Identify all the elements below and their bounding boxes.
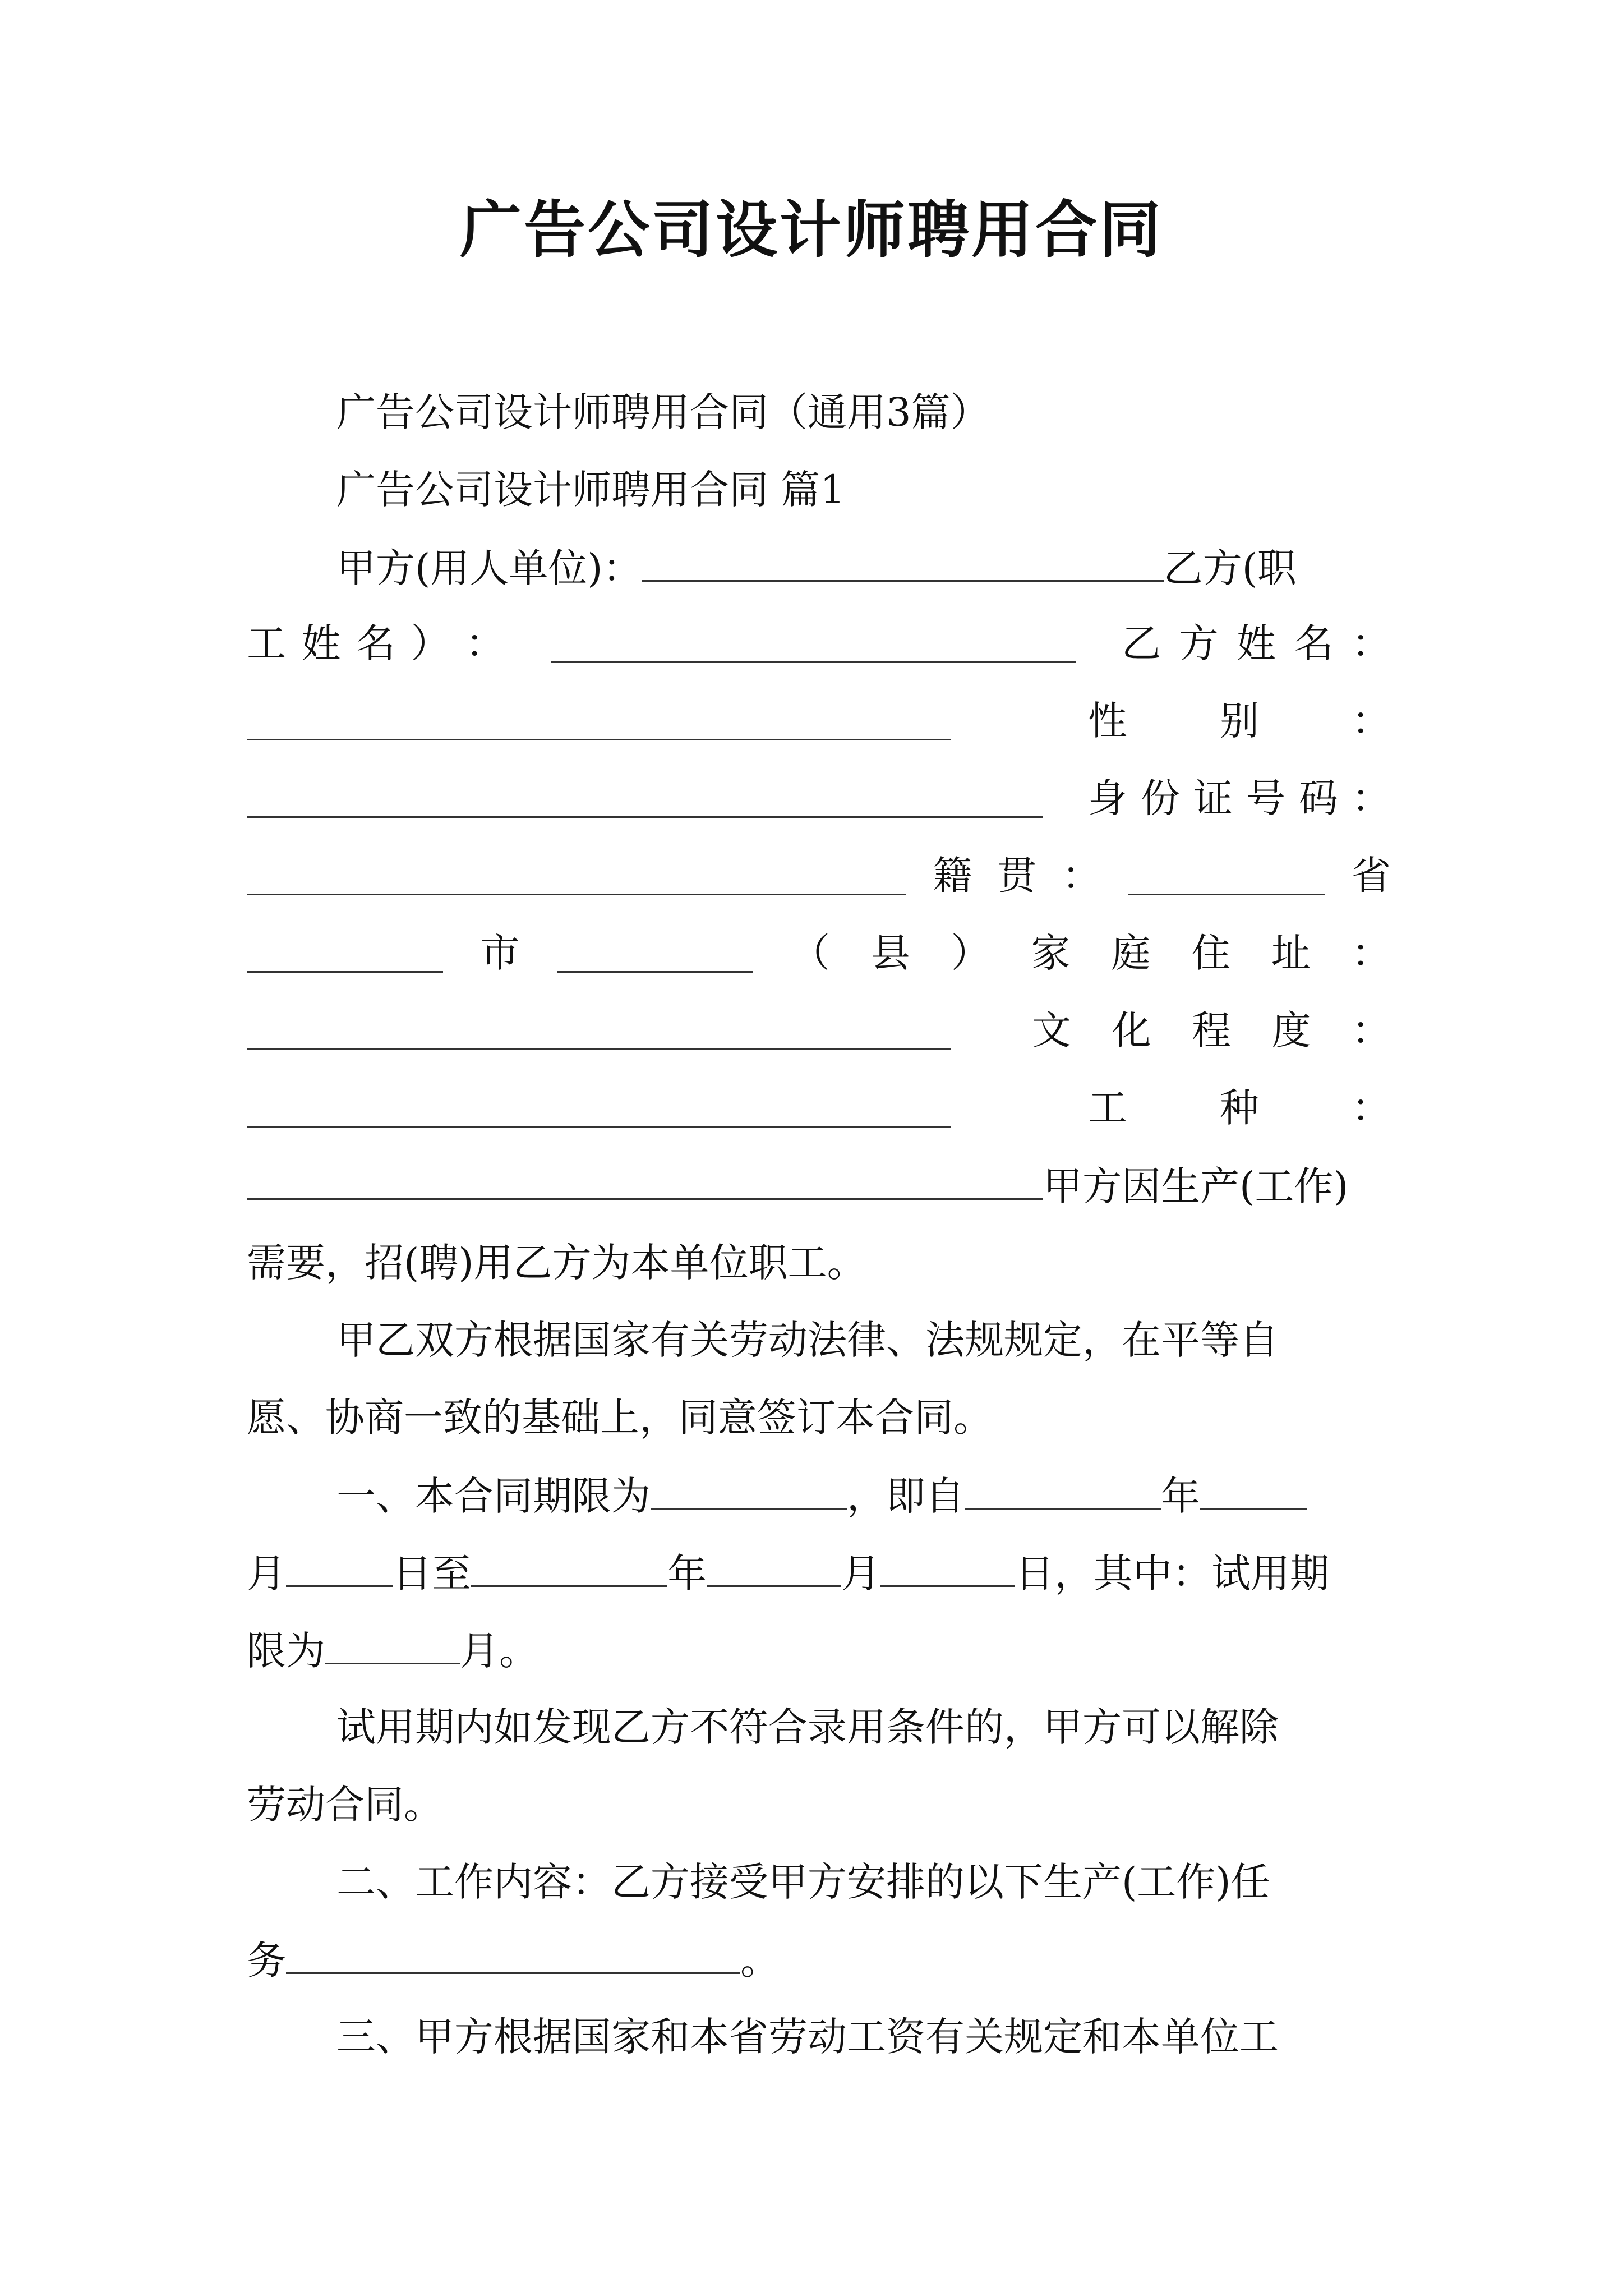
term-label: 一、本合同期限为 [336, 1473, 651, 1519]
work-content-2 [247, 1938, 1391, 1984]
gender-line [247, 698, 1391, 744]
month-label: 月 [247, 1550, 286, 1596]
term-blank [651, 1475, 847, 1510]
education-blank [247, 1093, 951, 1128]
county-blank [557, 938, 753, 973]
gender-blank [247, 784, 1043, 818]
production-text: 甲方因生产(工作) [1043, 1163, 1349, 1209]
city-label: 市 [480, 930, 520, 976]
end-day-blank [880, 1553, 1015, 1587]
probation-blank [325, 1630, 460, 1664]
worker-name-label: 工 姓 名 ） ： [247, 620, 505, 666]
period: 。 [740, 1938, 780, 1984]
task-blank [286, 1940, 740, 1974]
party-a-label: 甲方(用人单位)： [336, 545, 642, 591]
subtitle: 广告公司设计师聘用合同（通用3篇） [336, 389, 990, 435]
end-month-blank [707, 1553, 841, 1587]
probation-text-2: 劳动合同。 [247, 1782, 443, 1828]
start-year-blank [965, 1475, 1161, 1510]
name-line [247, 620, 1391, 666]
recruit-text: 需要，招(聘)用乙方为本单位职工。 [247, 1240, 866, 1286]
job-type-label: 工 种 ： [1088, 1085, 1391, 1131]
production-line [247, 1163, 1391, 1209]
section-heading: 广告公司设计师聘用合同 篇1 [336, 467, 845, 513]
party-b-name-label: 乙 方 姓 名 ： [1122, 620, 1391, 666]
task-label: 务 [247, 1938, 286, 1984]
province-label: 省 [1351, 853, 1391, 899]
year-label-2: 年 [667, 1550, 707, 1596]
start-month-blank [1200, 1475, 1307, 1510]
id-number-label: 身 份 证 号 码 ： [1088, 775, 1391, 821]
probation-limit-label: 限为 [247, 1628, 325, 1674]
education-line [247, 1007, 1391, 1053]
id-number-blank [247, 861, 906, 895]
party-a-line [336, 545, 1391, 591]
id-line [247, 775, 1391, 821]
native-place-label: 籍 贯 ： [933, 853, 1101, 899]
job-type-line [247, 1085, 1391, 1131]
term-line-2 [247, 1550, 1391, 1596]
probation-month-label: 月。 [460, 1628, 538, 1674]
party-a-blank [642, 547, 1164, 582]
address-line [247, 930, 1391, 976]
start-day-blank [286, 1553, 393, 1587]
city-blank [247, 938, 443, 973]
to-label: 日至 [393, 1550, 471, 1596]
probation-text-1: 试用期内如发现乙方不符合录用条件的，甲方可以解除 [336, 1704, 1279, 1750]
native-place-line [247, 853, 1391, 899]
gender-label: 性 别 ： [1088, 698, 1391, 744]
address-blank [247, 1016, 951, 1050]
name-blank [247, 706, 951, 740]
worker-name-blank [551, 629, 1076, 663]
address-label: （ 县 ） 家 庭 住 址 ： [790, 930, 1391, 976]
agreement-text-1: 甲乙双方根据国家有关劳动法律、法规规定，在平等自 [336, 1317, 1279, 1363]
work-content-1: 二、工作内容：乙方接受甲方安排的以下生产(工作)任 [336, 1859, 1270, 1905]
year-label: 年 [1161, 1473, 1200, 1519]
term-line-1 [336, 1473, 1391, 1519]
end-year-blank [471, 1553, 667, 1587]
probation-label: 日，其中：试用期 [1015, 1550, 1329, 1596]
month-label-2: 月 [841, 1550, 880, 1596]
wage-text: 三、甲方根据国家和本省劳动工资有关规定和本单位工 [336, 2014, 1279, 2060]
from-label: ，即自 [847, 1473, 965, 1519]
document-title: 广告公司设计师聘用合同 [460, 194, 1163, 266]
party-b-label: 乙方(职 [1163, 545, 1297, 591]
term-line-3 [247, 1628, 1391, 1674]
education-label: 文 化 程 度 ： [1032, 1007, 1391, 1053]
job-type-blank [247, 1166, 1043, 1200]
province-blank [1128, 861, 1325, 895]
agreement-text-2: 愿、协商一致的基础上，同意签订本合同。 [247, 1395, 993, 1441]
